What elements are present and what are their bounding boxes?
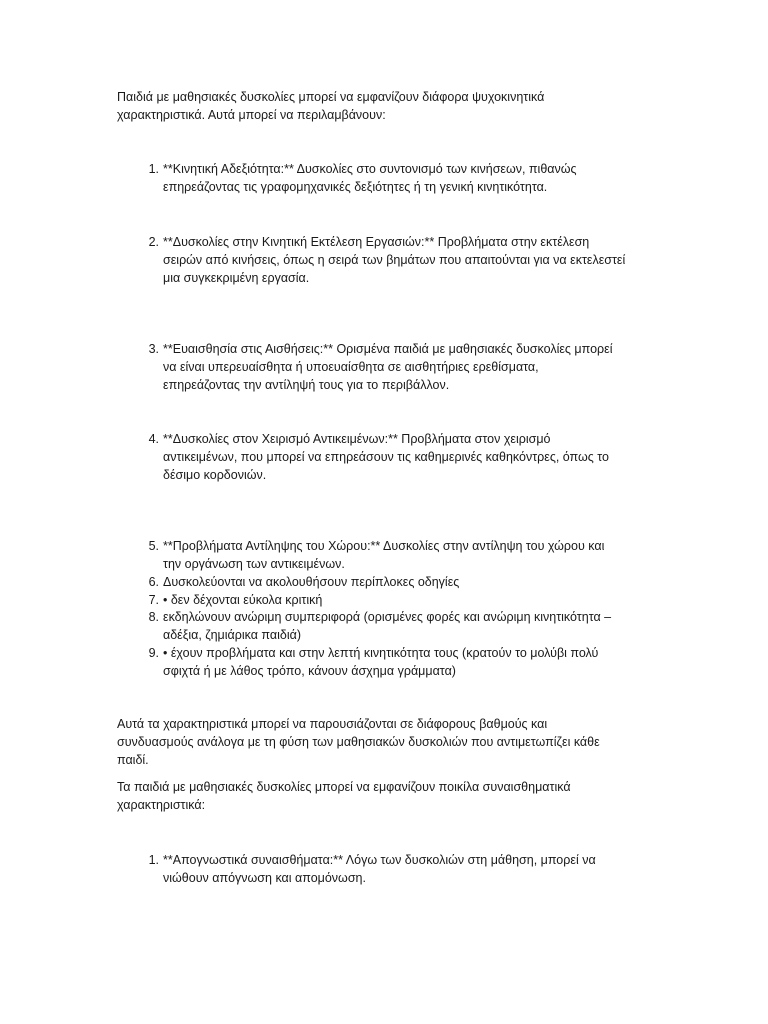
list-number: 6. <box>148 575 159 589</box>
intro-paragraph <box>117 88 677 124</box>
text-line: **Ευαισθησία στις Αισθήσεις:** Ορισμένα παιδιά με μαθησιακές δυσκολίες μπορεί <box>163 342 613 356</box>
text-line: νιώθουν απόγνωση και απομόνωση. <box>163 871 366 885</box>
text-line: **Κινητική Αδεξιότητα:** Δυσκολίες στο συντονισμό των κινήσεων, πιθανώς <box>163 162 577 176</box>
text-line: να είναι υπερευαίσθητα ή υποευαίσθητα σε αισθητήριες ερεθίσματα, <box>163 360 539 374</box>
outro-paragraph <box>117 715 677 769</box>
text-line: σειρών από κινήσεις, όπως η σειρά των βημάτων που απαιτούνται για να εκτελεστεί <box>163 253 626 267</box>
list-number: 8. <box>148 610 159 624</box>
text-line: Αυτά τα χαρακτηριστικά μπορεί να παρουσιάζονται σε διάφορους βαθμούς και <box>117 717 548 731</box>
text-line: **Απογνωστικά συναισθήματα:** Λόγω των δυσκολιών στη μάθηση, μπορεί να <box>163 853 596 867</box>
list-number: 1. <box>148 162 159 176</box>
text-line: σφιχτά ή με λάθος τρόπο, κάνουν άσχημα γράμματα) <box>163 664 456 678</box>
text-line: μια συγκεκριμένη εργασία. <box>163 271 310 285</box>
list-number: 2. <box>148 235 159 249</box>
text-line: συνδυασμούς ανάλογα με τη φύση των μαθησιακών δυσκολιών που αντιμετωπίζει κάθε <box>117 735 600 749</box>
text-line: επηρεάζοντας τις γραφομηχανικές δεξιότητες ή τη γενική κινητικότητα. <box>163 180 548 194</box>
text-line: επηρεάζοντας την αντίληψή τους για το περιβάλλον. <box>163 378 450 392</box>
text-line: • έχουν προβλήματα και στην λεπτή κινητικότητα τους (κρατούν το μολύβι πολύ <box>163 646 599 660</box>
text-line: Δυσκολεύονται να ακολουθήσουν περίπλοκες οδηγίες <box>163 575 460 589</box>
list-number: 5. <box>148 539 159 553</box>
text-line: εκδηλώνουν ανώριμη συμπεριφορά (ορισμένες φορές και ανώριμη κινητικότητα – <box>163 610 612 624</box>
intro-paragraph-2 <box>117 778 677 814</box>
text-line: Παιδιά με μαθησιακές δυσκολίες μπορεί να εμφανίζουν διάφορα ψυχοκινητικά <box>117 90 545 104</box>
text-line: δέσιμο κορδονιών. <box>163 468 267 482</box>
list-number: 9. <box>148 646 159 660</box>
text-line: χαρακτηριστικά. Αυτά μπορεί να περιλαμβάνουν: <box>117 108 386 122</box>
list-number: 1. <box>148 853 159 867</box>
text-line: **Δυσκολίες στην Κινητική Εκτέλεση Εργασιών:** Προβλήματα στην εκτέλεση <box>163 235 590 249</box>
text-line: αδέξια, ζημιάρικα παιδιά) <box>163 628 302 642</box>
text-line: αντικειμένων, που μπορεί να επηρεάσουν τις καθημερινές καθηκόντρες, όπως το <box>163 450 609 464</box>
list-number: 3. <box>148 342 159 356</box>
text-line: **Προβλήματα Αντίληψης του Χώρου:** Δυσκολίες στην αντίληψη του χώρου και <box>163 539 605 553</box>
text-line: παιδί. <box>117 753 149 767</box>
text-line: **Δυσκολίες στον Χειρισμό Αντικειμένων:** Προβλήματα στον χειρισμό <box>163 432 551 446</box>
list-number: 7. <box>148 593 159 607</box>
text-line: Τα παιδιά με μαθησιακές δυσκολίες μπορεί να εμφανίζουν ποικίλα συναισθηματικά <box>117 780 571 794</box>
text-line: χαρακτηριστικά: <box>117 798 206 812</box>
list-number: 4. <box>148 432 159 446</box>
text-line: • δεν δέχονται εύκολα κριτική <box>163 593 323 607</box>
text-line: την οργάνωση των αντικειμένων. <box>163 557 345 571</box>
